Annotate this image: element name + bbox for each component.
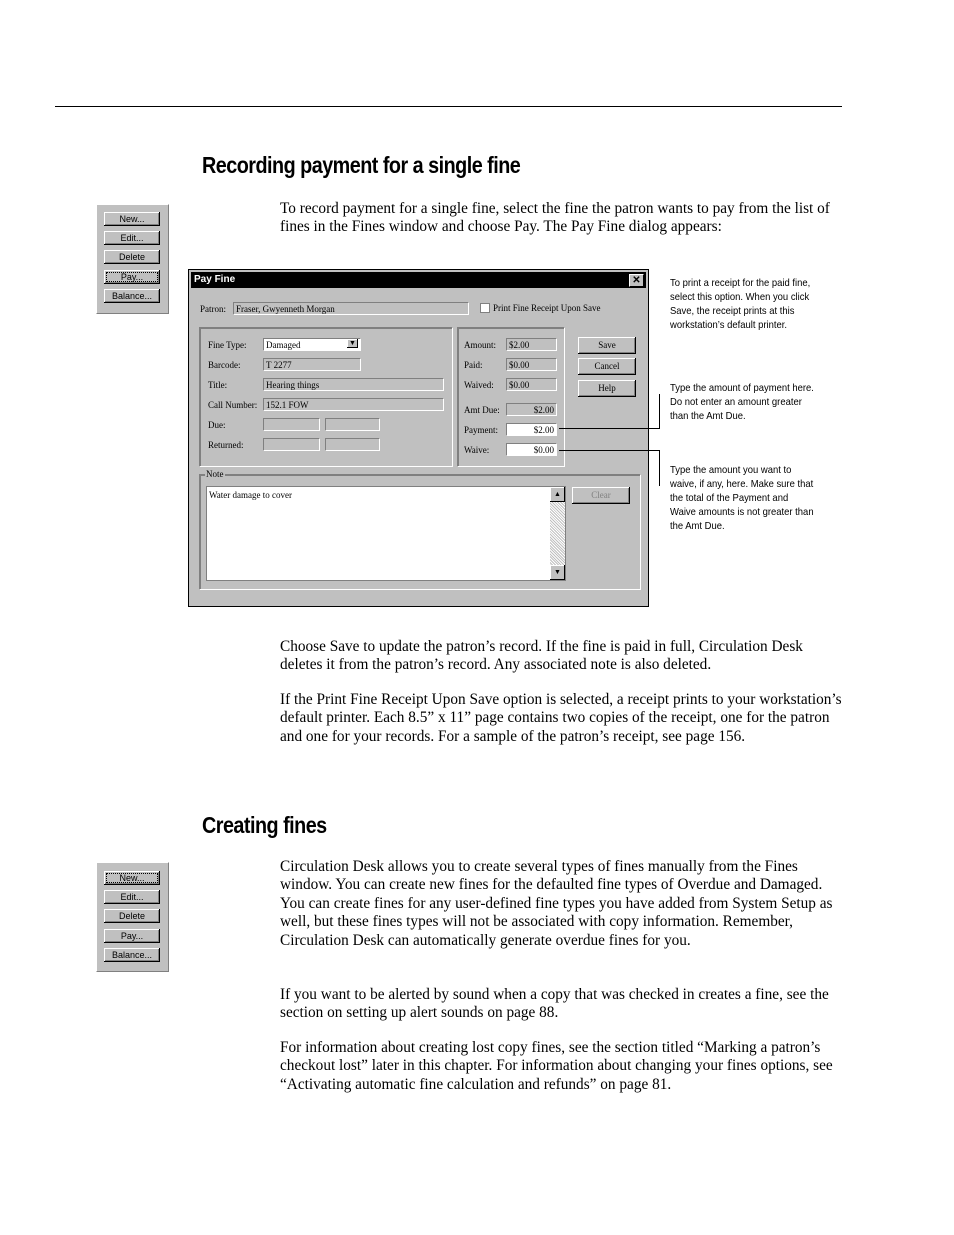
due-time-field <box>325 418 380 431</box>
pay-button[interactable]: Pay... <box>104 929 160 943</box>
cancel-button[interactable]: Cancel <box>578 358 636 375</box>
returned-date-field <box>263 438 320 451</box>
new-button[interactable]: New... <box>104 871 160 885</box>
callout-receipt: To print a receipt for the paid fine, select this option. When you click Save, the receipt prints at this workstation’s default printer. <box>670 277 811 331</box>
patron-label: Patron: <box>200 304 226 314</box>
callout-line <box>559 428 660 429</box>
paragraph: If the Print Fine Receipt Upon Save option is selected, a receipt prints to your workstation’s default printer. Each 8.5” x 11” page contains two copies of the receipt, one for the patron and one for your records. For a sample of the patron’s receipt, see page 156. <box>280 691 842 745</box>
clear-button[interactable]: Clear <box>572 487 630 504</box>
delete-button[interactable]: Delete <box>104 909 160 923</box>
balance-button[interactable]: Balance... <box>104 289 160 303</box>
print-receipt-checkbox[interactable] <box>480 303 490 313</box>
dialog-titlebar <box>191 272 646 288</box>
chevron-down-icon[interactable]: ▼ <box>347 339 358 348</box>
scroll-up-icon[interactable]: ▲ <box>550 487 565 502</box>
due-date-field <box>263 418 320 431</box>
save-button[interactable]: Save <box>578 337 636 354</box>
fines-button-panel <box>96 862 169 972</box>
returned-time-field <box>325 438 380 451</box>
note-scrollbar[interactable] <box>550 487 565 580</box>
new-button[interactable]: New... <box>104 212 160 226</box>
paragraph: Choose Save to update the patron’s record. If the fine is paid in full, Circulation Desk deletes it from the patron’s record. Any associated note is also deleted. <box>280 638 803 674</box>
pay-button[interactable]: Pay... <box>104 270 160 284</box>
paid-field: $0.00 <box>506 358 557 371</box>
callout-waive: Type the amount you want to waive, if any, here. Make sure that the total of the Payment and Waive amounts is not greater than the Amt Due. <box>670 464 814 532</box>
callout-line <box>559 450 660 451</box>
fine-type-label: Fine Type: <box>208 340 247 350</box>
paragraph: Circulation Desk allows you to create several types of fines manually from the Fines window. You can create new fines for the defaulted fine types of Overdue and Damaged. You can create fines for any user-defined fine types you have added from System Setup as well, but these fines types will not be associated with copy information. Remember, Circulation Desk can automatically generate overdue fines for you. <box>280 858 833 949</box>
paragraph: To record payment for a single fine, select the fine the patron wants to pay from the list of fines in the Fines window and choose Pay. The Pay Fine dialog appears: <box>280 200 830 236</box>
call-number-field: 152.1 FOW <box>263 398 444 411</box>
fine-type-select[interactable]: Damaged <box>263 338 361 351</box>
waive-label: Waive: <box>464 445 490 455</box>
close-icon[interactable]: ✕ <box>629 274 644 287</box>
call-number-label: Call Number: <box>208 400 258 410</box>
waive-input[interactable]: $0.00 <box>506 443 557 456</box>
amt-due-label: Amt Due: <box>464 405 500 415</box>
edit-button[interactable]: Edit... <box>104 890 160 904</box>
amount-field: $2.00 <box>506 338 557 351</box>
due-label: Due: <box>208 420 226 430</box>
returned-label: Returned: <box>208 440 244 450</box>
title-field: Hearing things <box>263 378 444 391</box>
note-label: Note <box>206 469 224 479</box>
title-label: Title: <box>208 380 228 390</box>
amt-due-field: $2.00 <box>506 403 557 416</box>
delete-button[interactable]: Delete <box>104 250 160 264</box>
header-rule <box>55 106 842 107</box>
callout-line <box>659 394 660 428</box>
section-heading-creating-fines: Creating fines <box>202 812 327 838</box>
patron-field: Fraser, Gwyenneth Morgan <box>233 302 469 315</box>
amount-label: Amount: <box>464 340 497 350</box>
paragraph: If you want to be alerted by sound when a copy that was checked in creates a fine, see the section on setting up alert sounds on page 88. <box>280 986 829 1022</box>
note-text: Water damage to cover <box>209 490 292 500</box>
print-receipt-label: Print Fine Receipt Upon Save <box>493 303 601 313</box>
scroll-down-icon[interactable]: ▼ <box>550 565 565 580</box>
edit-button[interactable]: Edit... <box>104 231 160 245</box>
payment-input[interactable]: $2.00 <box>506 423 557 436</box>
paid-label: Paid: <box>464 360 483 370</box>
fines-button-panel <box>96 204 169 314</box>
waived-label: Waived: <box>464 380 494 390</box>
barcode-field: T 2277 <box>263 358 361 371</box>
help-button[interactable]: Help <box>578 380 636 397</box>
payment-label: Payment: <box>464 425 498 435</box>
section-heading-recording-payment: Recording payment for a single fine <box>202 152 521 178</box>
callout-line <box>659 450 660 486</box>
paragraph: For information about creating lost copy fines, see the section titled “Marking a patron’s checkout lost” later in this chapter. For information about changing your fines options, see “Activating automatic fine calculation and refunds” on page 81. <box>280 1039 833 1093</box>
waived-field: $0.00 <box>506 378 557 391</box>
balance-button[interactable]: Balance... <box>104 948 160 962</box>
barcode-label: Barcode: <box>208 360 241 370</box>
callout-payment: Type the amount of payment here. Do not enter an amount greater than the Amt Due. <box>670 382 814 422</box>
dialog-title: Pay Fine <box>194 274 236 285</box>
note-textarea[interactable] <box>206 486 566 581</box>
